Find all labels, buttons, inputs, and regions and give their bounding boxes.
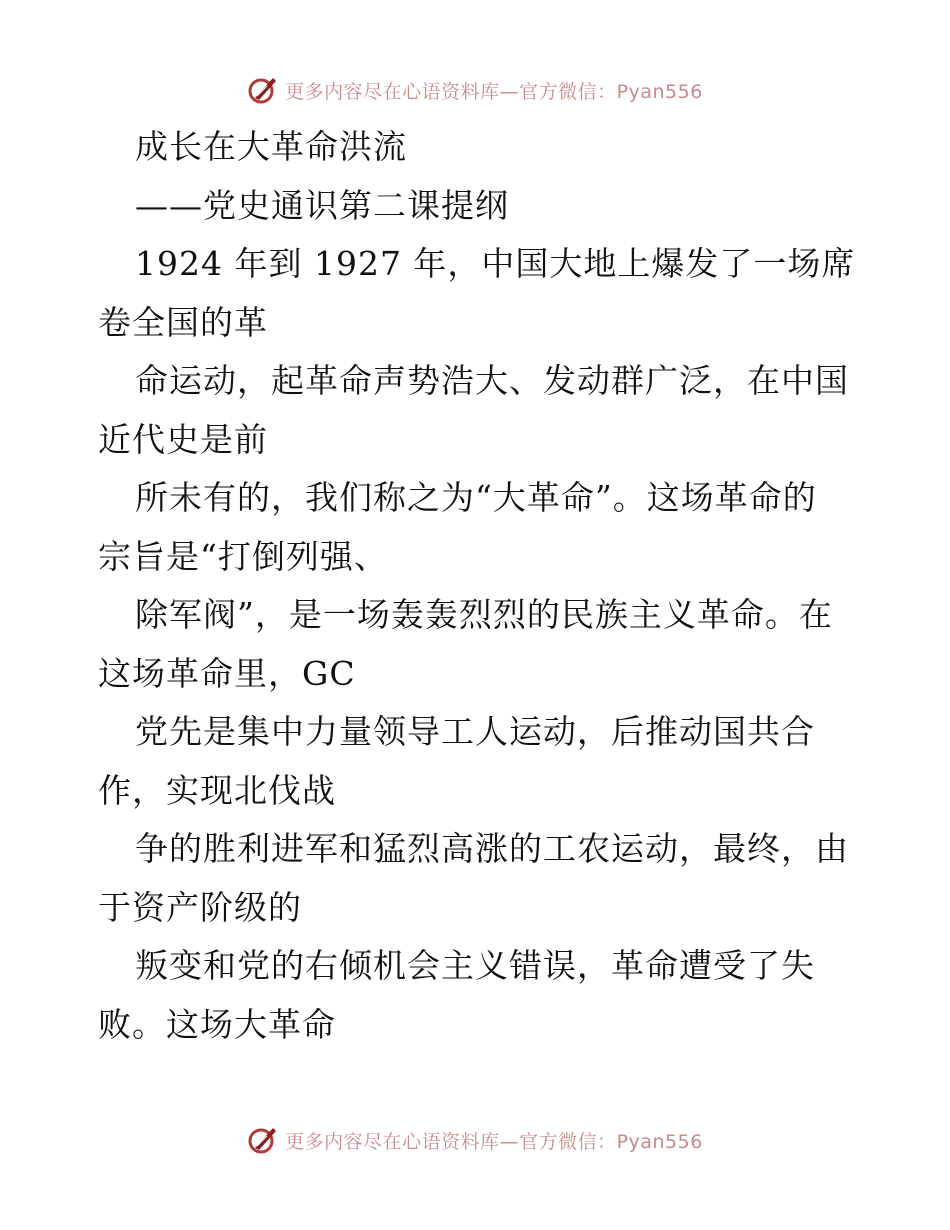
document-line: 这场革命里，GC bbox=[98, 653, 356, 693]
document-line: 1924 年到 1927 年，中国大地上爆发了一场席 bbox=[135, 244, 856, 283]
document-line: 所未有的，我们称之为“大革命”。这场革命的 bbox=[135, 478, 817, 517]
document-line: 争的胜利进军和猛烈高涨的工农运动，最终，由 bbox=[135, 829, 849, 868]
header-banner-text: 更多内容尽在心语资料库—官方微信：Pyan556 bbox=[285, 80, 703, 103]
document-line: 于资产阶级的 bbox=[98, 887, 302, 927]
document-line: 党先是集中力量领导工人运动，后推动国共合 bbox=[135, 712, 815, 751]
quill-pen-circle-icon bbox=[247, 1124, 279, 1156]
footer-banner bbox=[0, 1120, 950, 1160]
document-line: 命运动，起革命声势浩大、发动群广泛，在中国 bbox=[135, 361, 849, 400]
header-banner bbox=[0, 70, 950, 110]
document-line: 叛变和党的右倾机会主义错误，革命遭受了失 bbox=[135, 946, 815, 985]
document-line: 近代史是前 bbox=[98, 419, 268, 459]
document-body bbox=[98, 118, 858, 1054]
document-line: 作，实现北伐战 bbox=[98, 770, 336, 810]
quill-pen-circle-icon bbox=[247, 74, 279, 106]
footer-banner-text: 更多内容尽在心语资料库—官方微信：Pyan556 bbox=[285, 1130, 703, 1153]
document-line: 除军阀”，是一场轰轰烈烈的民族主义革命。在 bbox=[135, 595, 833, 634]
document-line: ——党史通识第二课提纲 bbox=[135, 185, 509, 225]
document-line: 卷全国的革 bbox=[98, 302, 268, 342]
document-line: 成长在大革命洪流 bbox=[135, 127, 407, 166]
document-line: 宗旨是“打倒列强、 bbox=[98, 536, 388, 576]
document-line: 败。这场大革命 bbox=[98, 1004, 336, 1044]
